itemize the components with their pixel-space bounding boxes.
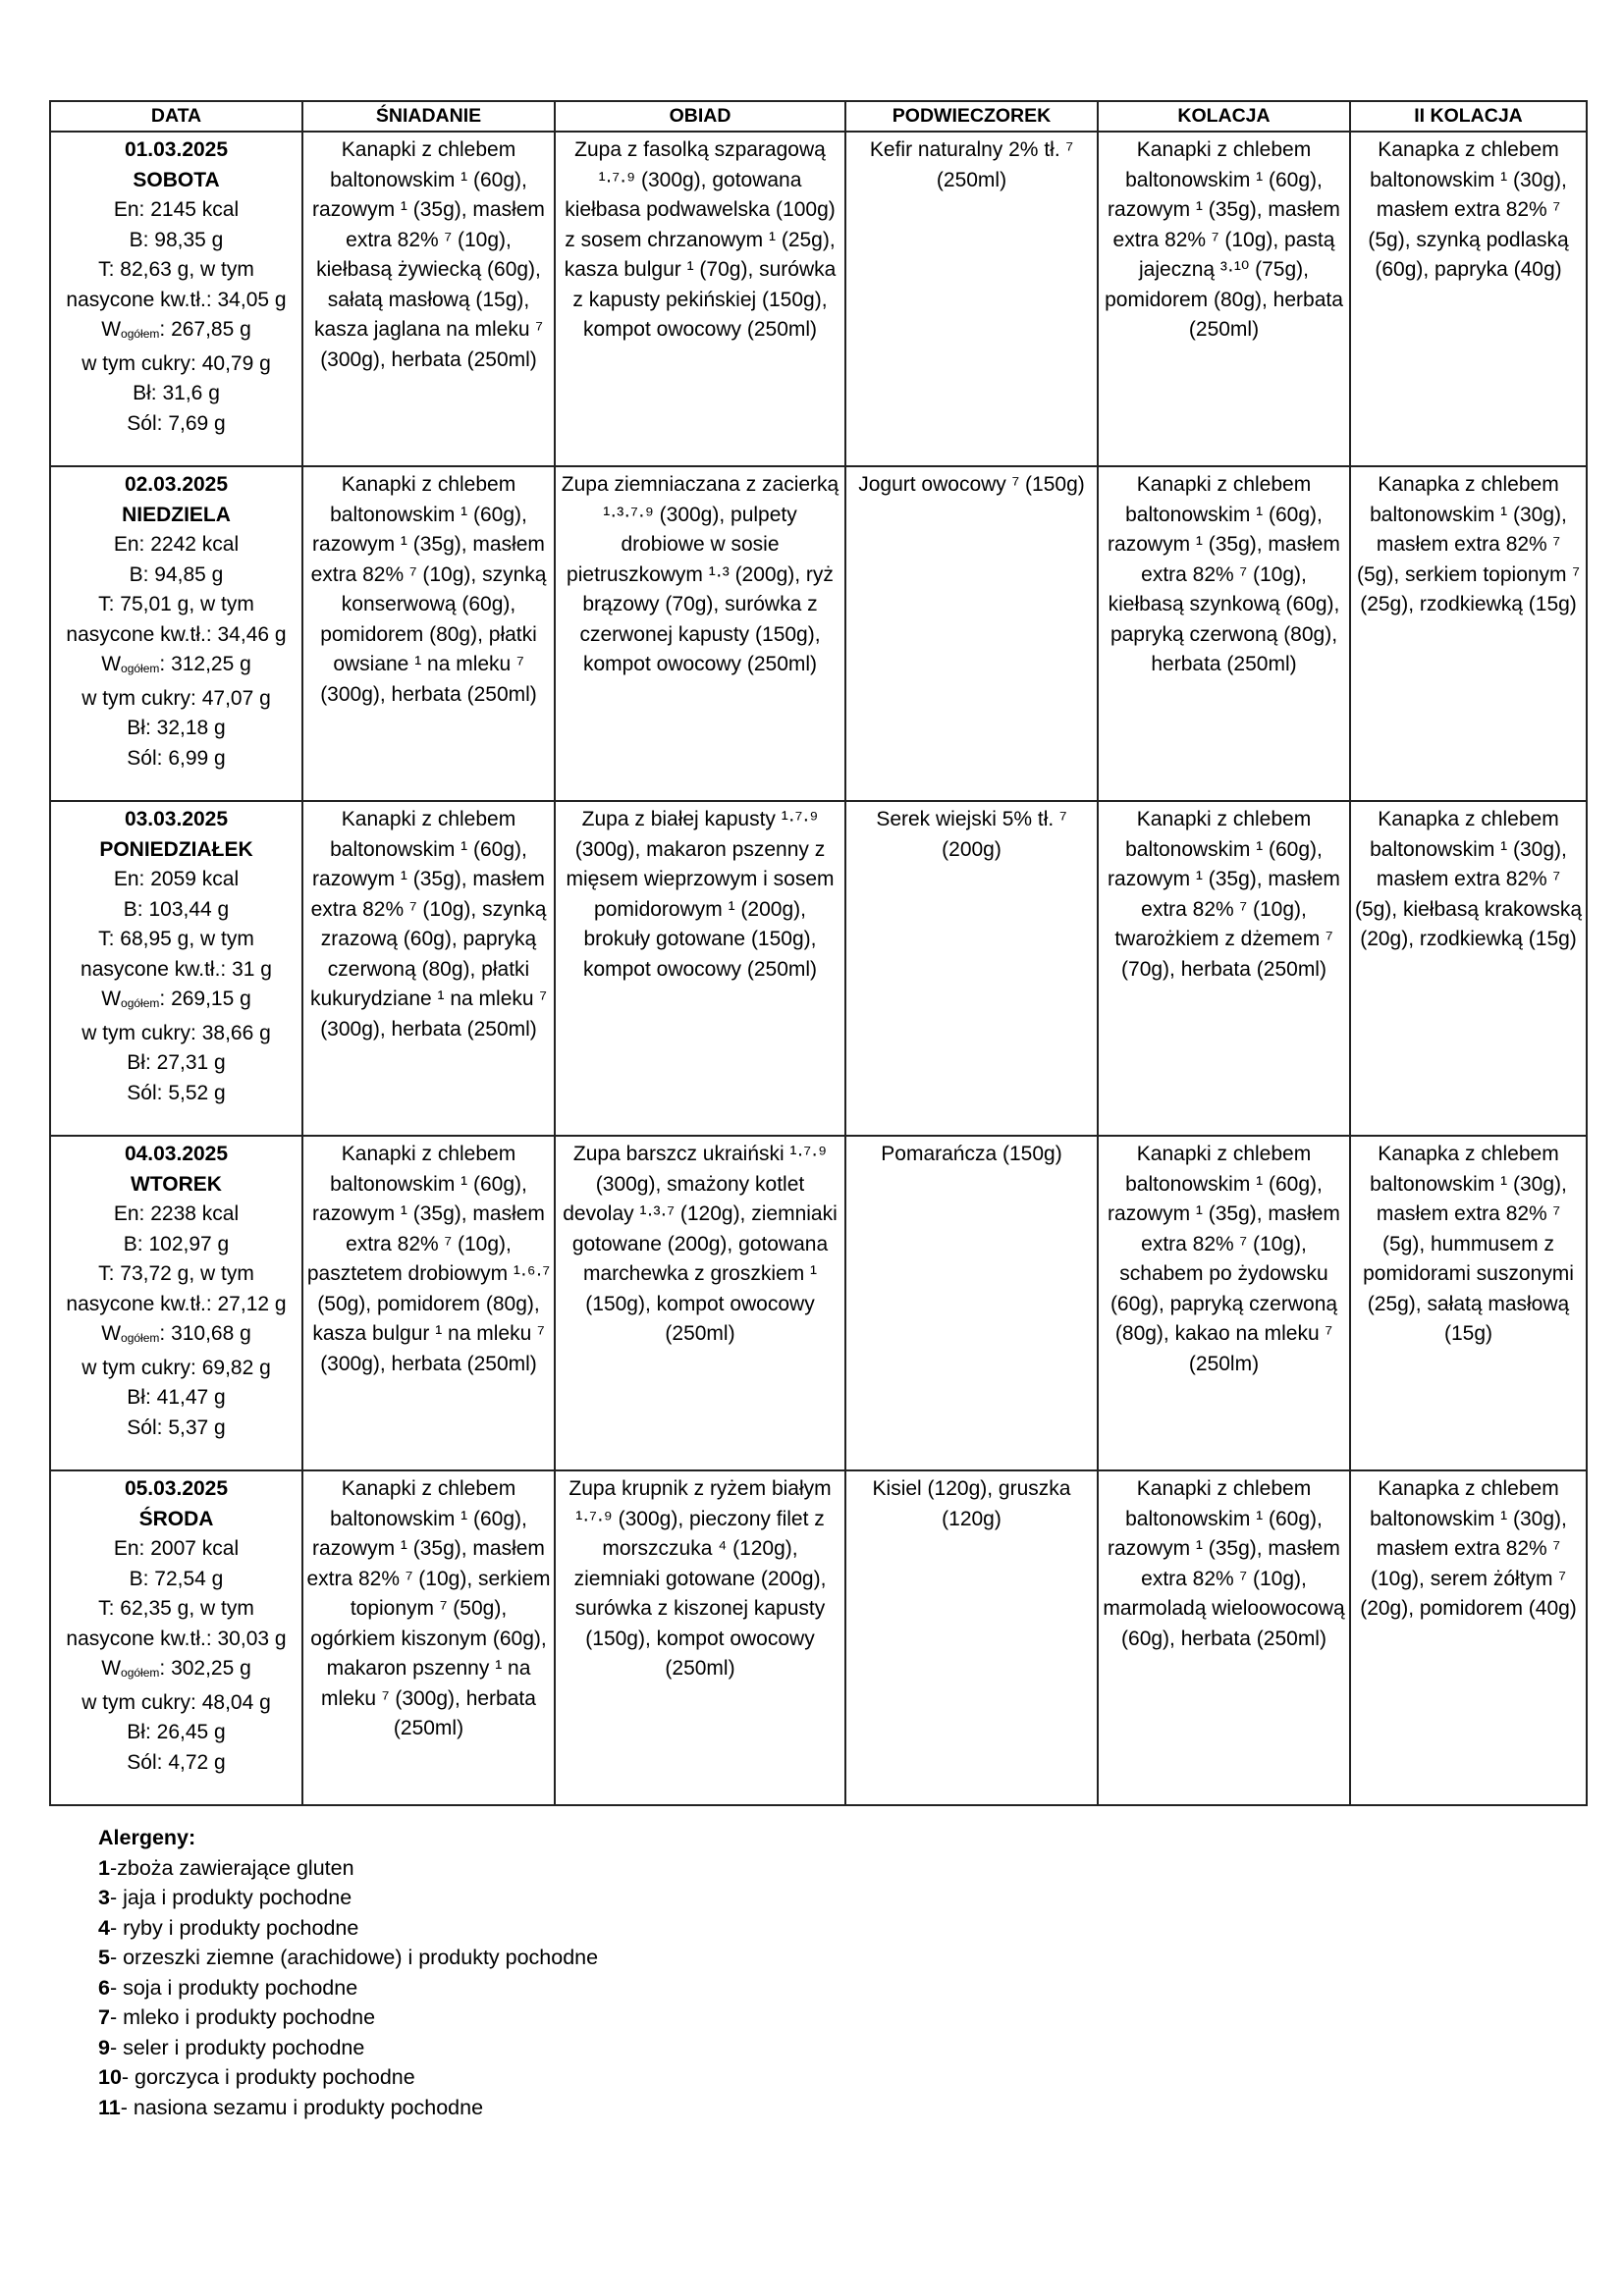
dinner-cell: Kanapki z chlebem baltonowskim ¹ (60g), razowym ¹ (35g), masłem extra 82% ⁷ (10g), kiełbasą szynkową (60g), papryką czerwoną (80g), herbata (250ml)	[1098, 466, 1350, 801]
table-row	[50, 801, 1587, 1136]
nutrition-label: Sól:	[127, 1081, 163, 1104]
nutrition-fiber	[54, 1048, 298, 1079]
nutrition-value: 27,12 g	[217, 1292, 287, 1315]
nutrition-carbs	[54, 1319, 298, 1354]
table-row	[50, 466, 1587, 801]
nutrition-value: 48,04 g	[201, 1690, 271, 1714]
nutrition-value: 69,82 g	[201, 1356, 271, 1379]
nutrition-value: 2007 kcal	[150, 1537, 240, 1560]
nutrition-value: 94,85 g	[154, 562, 224, 586]
nutrition-value: 26,45 g	[156, 1721, 226, 1743]
nutrition-salt	[54, 1079, 298, 1109]
snack-cell: Kefir naturalny 2% tł. ⁷ (250ml)	[845, 132, 1098, 466]
nutrition-label: En:	[113, 198, 145, 221]
column-header-snack: PODWIECZOREK	[845, 101, 1098, 132]
nutrition-label: T:	[98, 928, 115, 950]
nutrition-label: B:	[129, 228, 149, 251]
nutrition-label: Bł:	[127, 717, 151, 739]
nutrition-label-colon: :	[159, 988, 166, 1010]
day-info-cell	[50, 466, 302, 801]
nutrition-label: Bł:	[127, 1051, 151, 1074]
header-row	[50, 101, 1587, 132]
nutrition-saturated	[54, 620, 298, 651]
nutrition-label: W	[101, 318, 122, 341]
nutrition-value: 267,85 g	[171, 318, 251, 341]
nutrition-suffix: , w tym	[189, 1262, 254, 1285]
nutrition-label: T:	[98, 1597, 115, 1620]
allergen-item	[98, 2033, 598, 2063]
allergen-number: 5	[98, 1946, 110, 1969]
second-dinner-cell: Kanapka z chlebem baltonowskim ¹ (30g), masłem extra 82% ⁷ (10g), serem żółtym ⁷ (20g), pomidorem (40g)	[1350, 1470, 1587, 1805]
nutrition-label: B:	[129, 1567, 149, 1590]
nutrition-fiber	[54, 714, 298, 744]
nutrition-label-colon: :	[159, 653, 166, 675]
nutrition-label: T:	[98, 1262, 115, 1285]
nutrition-value: 31 g	[232, 957, 272, 981]
day-of-week: SOBOTA	[133, 168, 220, 191]
nutrition-label-subscript: ogółem	[121, 327, 160, 341]
nutrition-label: Sól:	[127, 411, 163, 435]
nutrition-label: nasycone kw.tł.:	[66, 288, 212, 311]
nutrition-value: 102,97 g	[148, 1232, 230, 1255]
nutrition-label: w tym cukry:	[81, 686, 196, 710]
nutrition-salt	[54, 409, 298, 440]
allergen-number: 1	[98, 1855, 110, 1880]
nutrition-value: 34,05 g	[217, 288, 287, 311]
table-row	[50, 132, 1587, 466]
nutrition-value: 2145 kcal	[150, 198, 240, 221]
nutrition-label: B:	[123, 1232, 143, 1255]
allergens-legend	[98, 1823, 598, 2122]
nutrition-value: 75,01 g	[120, 593, 189, 615]
nutrition-label: Bł:	[127, 1386, 151, 1409]
nutrition-label: Bł:	[133, 382, 157, 404]
nutrition-salt	[54, 1748, 298, 1779]
lunch-cell: Zupa z białej kapusty ¹·⁷·⁹ (300g), makaron pszenny z mięsem wieprzowym i sosem pomidorowym ¹ (200g), brokuły gotowane (150g), kompot owocowy (250ml)	[555, 801, 845, 1136]
day-date: 05.03.2025	[124, 1477, 229, 1500]
day-info-cell	[50, 801, 302, 1136]
snack-cell: Pomarańcza (150g)	[845, 1136, 1098, 1470]
day-of-week: ŚRODA	[138, 1507, 214, 1530]
second-dinner-cell: Kanapka z chlebem baltonowskim ¹ (30g), masłem extra 82% ⁷ (5g), serkiem topionym ⁷ (25g), rzodkiewką (15g)	[1350, 466, 1587, 801]
dinner-cell: Kanapki z chlebem baltonowskim ¹ (60g), razowym ¹ (35g), masłem extra 82% ⁷ (10g), schabem po żydowsku (60g), papryką czerwoną (80g), kakao na mleku ⁷ (250lm)	[1098, 1136, 1350, 1470]
nutrition-label: Sól:	[127, 746, 163, 770]
nutrition-label-subscript: ogółem	[121, 1331, 160, 1345]
nutrition-value: 41,47 g	[156, 1386, 226, 1409]
day-date: 01.03.2025	[124, 138, 229, 161]
allergen-number: 10	[98, 2065, 122, 2089]
breakfast-cell: Kanapki z chlebem baltonowskim ¹ (60g), razowym ¹ (35g), masłem extra 82% ⁷ (10g), szynką zrazową (60g), papryką czerwoną (80g), płatki kukurydziane ¹ na mleku ⁷ (300g), herbata (250ml)	[302, 801, 555, 1136]
nutrition-energy	[54, 865, 298, 895]
nutrition-sugars	[54, 1354, 298, 1384]
nutrition-value: 310,68 g	[171, 1322, 251, 1345]
nutrition-label-colon: :	[159, 1657, 166, 1680]
nutrition-fiber	[54, 1718, 298, 1748]
day-of-week: NIEDZIELA	[122, 503, 231, 526]
nutrition-value: 103,44 g	[148, 897, 230, 921]
nutrition-label: En:	[113, 868, 145, 890]
nutrition-value: 98,35 g	[154, 228, 224, 251]
nutrition-label: En:	[113, 533, 145, 556]
nutrition-fat	[54, 255, 298, 286]
nutrition-value: 38,66 g	[201, 1021, 271, 1044]
nutrition-protein	[54, 895, 298, 926]
nutrition-label: w tym cukry:	[81, 1690, 196, 1714]
lunch-cell: Zupa barszcz ukraiński ¹·⁷·⁹ (300g), smażony kotlet devolay ¹·³·⁷ (120g), ziemniaki gotowane (200g), gotowana marchewka z groszkiem ¹ (150g), kompot owocowy (250ml)	[555, 1136, 845, 1470]
nutrition-value: 269,15 g	[171, 988, 251, 1010]
nutrition-sugars	[54, 349, 298, 380]
nutrition-label: T:	[98, 258, 115, 281]
breakfast-cell: Kanapki z chlebem baltonowskim ¹ (60g), razowym ¹ (35g), masłem extra 82% ⁷ (10g), kiełbasą żywiecką (60g), sałatą masłową (15g), kasza jaglana na mleku ⁷ (300g), herbata (250ml)	[302, 132, 555, 466]
nutrition-label: w tym cukry:	[81, 1021, 196, 1044]
nutrition-label: Sól:	[127, 1415, 163, 1439]
allergen-list	[98, 1853, 598, 2123]
nutrition-energy	[54, 1200, 298, 1230]
second-dinner-cell: Kanapka z chlebem baltonowskim ¹ (30g), masłem extra 82% ⁷ (5g), kiełbasą krakowską (20g), rzodkiewką (15g)	[1350, 801, 1587, 1136]
allergen-description: - seler i produkty pochodne	[109, 2035, 365, 2059]
column-header-second-dinner: II KOLACJA	[1350, 101, 1587, 132]
allergen-item	[98, 2002, 598, 2033]
allergen-description: - soja i produkty pochodne	[109, 1975, 358, 2000]
allergen-item	[98, 2093, 598, 2123]
nutrition-label: En:	[113, 1537, 145, 1560]
allergen-item	[98, 1913, 598, 1944]
allergens-title: Alergeny:	[98, 1826, 196, 1849]
allergen-description: - jaja i produkty pochodne	[109, 1886, 352, 1909]
nutrition-label: En:	[113, 1202, 145, 1225]
nutrition-saturated	[54, 286, 298, 316]
nutrition-value: 27,31 g	[156, 1051, 226, 1074]
nutrition-label: w tym cukry:	[81, 1356, 196, 1379]
nutrition-carbs	[54, 1654, 298, 1688]
dinner-cell: Kanapki z chlebem baltonowskim ¹ (60g), razowym ¹ (35g), masłem extra 82% ⁷ (10g), pastą jajeczną ³·¹⁰ (75g), pomidorem (80g), herbata (250ml)	[1098, 132, 1350, 466]
allergen-description: - mleko i produkty pochodne	[109, 2005, 376, 2029]
breakfast-cell: Kanapki z chlebem baltonowskim ¹ (60g), razowym ¹ (35g), masłem extra 82% ⁷ (10g), serkiem topionym ⁷ (50g), ogórkiem kiszonym (60g), makaron pszenny ¹ na mleku ⁷ (300g), herbata (250ml)	[302, 1470, 555, 1805]
nutrition-value: 2238 kcal	[150, 1202, 240, 1225]
nutrition-value: 302,25 g	[171, 1657, 251, 1680]
nutrition-saturated	[54, 1625, 298, 1655]
nutrition-salt	[54, 744, 298, 774]
nutrition-energy	[54, 1534, 298, 1565]
nutrition-suffix: , w tym	[189, 1597, 254, 1620]
table-row	[50, 1470, 1587, 1805]
allergen-item	[98, 1973, 598, 2003]
dinner-cell: Kanapki z chlebem baltonowskim ¹ (60g), razowym ¹ (35g), masłem extra 82% ⁷ (10g), twarożkiem z dżemem ⁷ (70g), herbata (250ml)	[1098, 801, 1350, 1136]
nutrition-value: 34,46 g	[217, 622, 287, 646]
nutrition-label: W	[101, 1322, 122, 1345]
nutrition-value: 4,72 g	[168, 1750, 226, 1774]
nutrition-protein	[54, 226, 298, 256]
nutrition-label: w tym cukry:	[81, 351, 196, 375]
day-info-cell	[50, 132, 302, 466]
nutrition-sugars	[54, 1688, 298, 1719]
nutrition-energy	[54, 530, 298, 561]
menu-page	[49, 100, 1586, 1806]
nutrition-carbs	[54, 985, 298, 1019]
nutrition-fiber	[54, 379, 298, 409]
nutrition-carbs	[54, 650, 298, 684]
nutrition-label: W	[101, 653, 122, 675]
allergen-number: 4	[98, 1915, 110, 1940]
dinner-cell: Kanapki z chlebem baltonowskim ¹ (60g), razowym ¹ (35g), masłem extra 82% ⁷ (10g), marmoladą wieloowocową (60g), herbata (250ml)	[1098, 1470, 1350, 1805]
nutrition-label: W	[101, 1657, 122, 1680]
nutrition-label-subscript: ogółem	[121, 662, 160, 675]
nutrition-value: 72,54 g	[154, 1567, 224, 1590]
nutrition-label-colon: :	[159, 1322, 166, 1345]
day-info-cell	[50, 1136, 302, 1470]
nutrition-value: 2242 kcal	[150, 533, 240, 556]
day-of-week: PONIEDZIAŁEK	[99, 837, 253, 861]
nutrition-label: nasycone kw.tł.:	[66, 622, 212, 646]
nutrition-label: W	[101, 988, 122, 1010]
nutrition-label: nasycone kw.tł.:	[66, 1292, 212, 1315]
nutrition-fat	[54, 925, 298, 955]
lunch-cell: Zupa krupnik z ryżem białym ¹·⁷·⁹ (300g), pieczony filet z morszczuka ⁴ (120g), ziemniaki gotowane (200g), surówka z kiszonej kapusty (150g), kompot owocowy (250ml)	[555, 1470, 845, 1805]
day-date: 02.03.2025	[124, 473, 229, 496]
nutrition-value: 47,07 g	[201, 686, 271, 710]
nutrition-label: T:	[98, 593, 115, 615]
nutrition-label-subscript: ogółem	[121, 996, 160, 1010]
nutrition-protein	[54, 1230, 298, 1260]
nutrition-value: 40,79 g	[201, 351, 271, 375]
nutrition-suffix: , w tym	[189, 593, 254, 615]
nutrition-saturated	[54, 955, 298, 986]
nutrition-value: 31,6 g	[162, 382, 220, 404]
nutrition-fiber	[54, 1383, 298, 1414]
menu-table	[49, 100, 1588, 1806]
nutrition-label: B:	[129, 562, 149, 586]
allergen-number: 11	[98, 2095, 121, 2119]
nutrition-salt	[54, 1414, 298, 1444]
nutrition-fat	[54, 590, 298, 620]
allergen-description: - gorczyca i produkty pochodne	[121, 2065, 415, 2089]
day-of-week: WTOREK	[131, 1172, 222, 1196]
allergen-item	[98, 1883, 598, 1913]
allergen-number: 9	[98, 2035, 110, 2059]
second-dinner-cell: Kanapka z chlebem baltonowskim ¹ (30g), masłem extra 82% ⁷ (5g), hummusem z pomidorami suszonymi (25g), sałatą masłową (15g)	[1350, 1136, 1587, 1470]
nutrition-label: nasycone kw.tł.:	[66, 1627, 212, 1650]
nutrition-value: 30,03 g	[217, 1627, 287, 1650]
nutrition-value: 7,69 g	[168, 411, 226, 435]
nutrition-label: B:	[123, 897, 143, 921]
column-header-dinner: KOLACJA	[1098, 101, 1350, 132]
nutrition-value: 68,95 g	[120, 928, 189, 950]
allergen-number: 3	[98, 1886, 110, 1909]
nutrition-value: 2059 kcal	[150, 868, 240, 890]
allergen-description: - ryby i produkty pochodne	[109, 1915, 359, 1940]
nutrition-label: Sól:	[127, 1750, 163, 1774]
allergen-item	[98, 2062, 598, 2093]
allergen-number: 7	[98, 2005, 110, 2029]
allergen-description: - orzeszki ziemne (arachidowe) i produkty pochodne	[109, 1946, 599, 1969]
column-header-lunch: OBIAD	[555, 101, 845, 132]
nutrition-value: 62,35 g	[120, 1597, 189, 1620]
column-header-date: DATA	[50, 101, 302, 132]
nutrition-sugars	[54, 684, 298, 715]
nutrition-suffix: , w tym	[189, 928, 254, 950]
nutrition-value: 5,37 g	[168, 1415, 226, 1439]
allergen-description: - nasiona sezamu i produkty pochodne	[120, 2095, 484, 2119]
day-date: 03.03.2025	[124, 808, 229, 830]
breakfast-cell: Kanapki z chlebem baltonowskim ¹ (60g), razowym ¹ (35g), masłem extra 82% ⁷ (10g), pasztetem drobiowym ¹·⁶·⁷ (50g), pomidorem (80g), kasza bulgur ¹ na mleku ⁷ (300g), herbata (250ml)	[302, 1136, 555, 1470]
nutrition-carbs	[54, 315, 298, 349]
nutrition-sugars	[54, 1019, 298, 1049]
breakfast-cell: Kanapki z chlebem baltonowskim ¹ (60g), razowym ¹ (35g), masłem extra 82% ⁷ (10g), szynką konserwową (60g), pomidorem (80g), płatki owsiane ¹ na mleku ⁷ (300g), herbata (250ml)	[302, 466, 555, 801]
nutrition-value: 312,25 g	[171, 653, 251, 675]
nutrition-label-subscript: ogółem	[121, 1666, 160, 1680]
nutrition-value: 32,18 g	[156, 717, 226, 739]
nutrition-saturated	[54, 1290, 298, 1320]
nutrition-protein	[54, 1565, 298, 1595]
column-header-breakfast: ŚNIADANIE	[302, 101, 555, 132]
snack-cell: Kisiel (120g), gruszka (120g)	[845, 1470, 1098, 1805]
allergen-number: 6	[98, 1975, 110, 2000]
nutrition-protein	[54, 561, 298, 591]
nutrition-energy	[54, 195, 298, 226]
lunch-cell: Zupa z fasolką szparagową ¹·⁷·⁹ (300g), gotowana kiełbasa podwawelska (100g) z sosem chrzanowym ¹ (25g), kasza bulgur ¹ (70g), surówka z kapusty pekińskiej (150g), kompot owocowy (250ml)	[555, 132, 845, 466]
nutrition-value: 73,72 g	[120, 1262, 189, 1285]
day-info-cell	[50, 1470, 302, 1805]
snack-cell: Serek wiejski 5% tł. ⁷ (200g)	[845, 801, 1098, 1136]
nutrition-value: 82,63 g	[120, 258, 189, 281]
table-row	[50, 1136, 1587, 1470]
allergen-description: -zboża zawierające gluten	[109, 1855, 354, 1880]
nutrition-label: Bł:	[127, 1721, 151, 1743]
allergen-item	[98, 1943, 598, 1973]
nutrition-label-colon: :	[159, 318, 166, 341]
snack-cell: Jogurt owocowy ⁷ (150g)	[845, 466, 1098, 801]
allergen-item	[98, 1853, 598, 1884]
second-dinner-cell: Kanapka z chlebem baltonowskim ¹ (30g), masłem extra 82% ⁷ (5g), szynką podlaską (60g), papryka (40g)	[1350, 132, 1587, 466]
nutrition-fat	[54, 1594, 298, 1625]
nutrition-value: 6,99 g	[168, 746, 226, 770]
day-date: 04.03.2025	[124, 1143, 229, 1165]
lunch-cell: Zupa ziemniaczana z zacierką ¹·³·⁷·⁹ (300g), pulpety drobiowe w sosie pietruszkowym ¹·³ (200g), ryż brązowy (70g), surówka z czerwonej kapusty (150g), kompot owocowy (250ml)	[555, 466, 845, 801]
nutrition-value: 5,52 g	[168, 1081, 226, 1104]
nutrition-suffix: , w tym	[189, 258, 254, 281]
nutrition-fat	[54, 1259, 298, 1290]
nutrition-label: nasycone kw.tł.:	[81, 957, 227, 981]
